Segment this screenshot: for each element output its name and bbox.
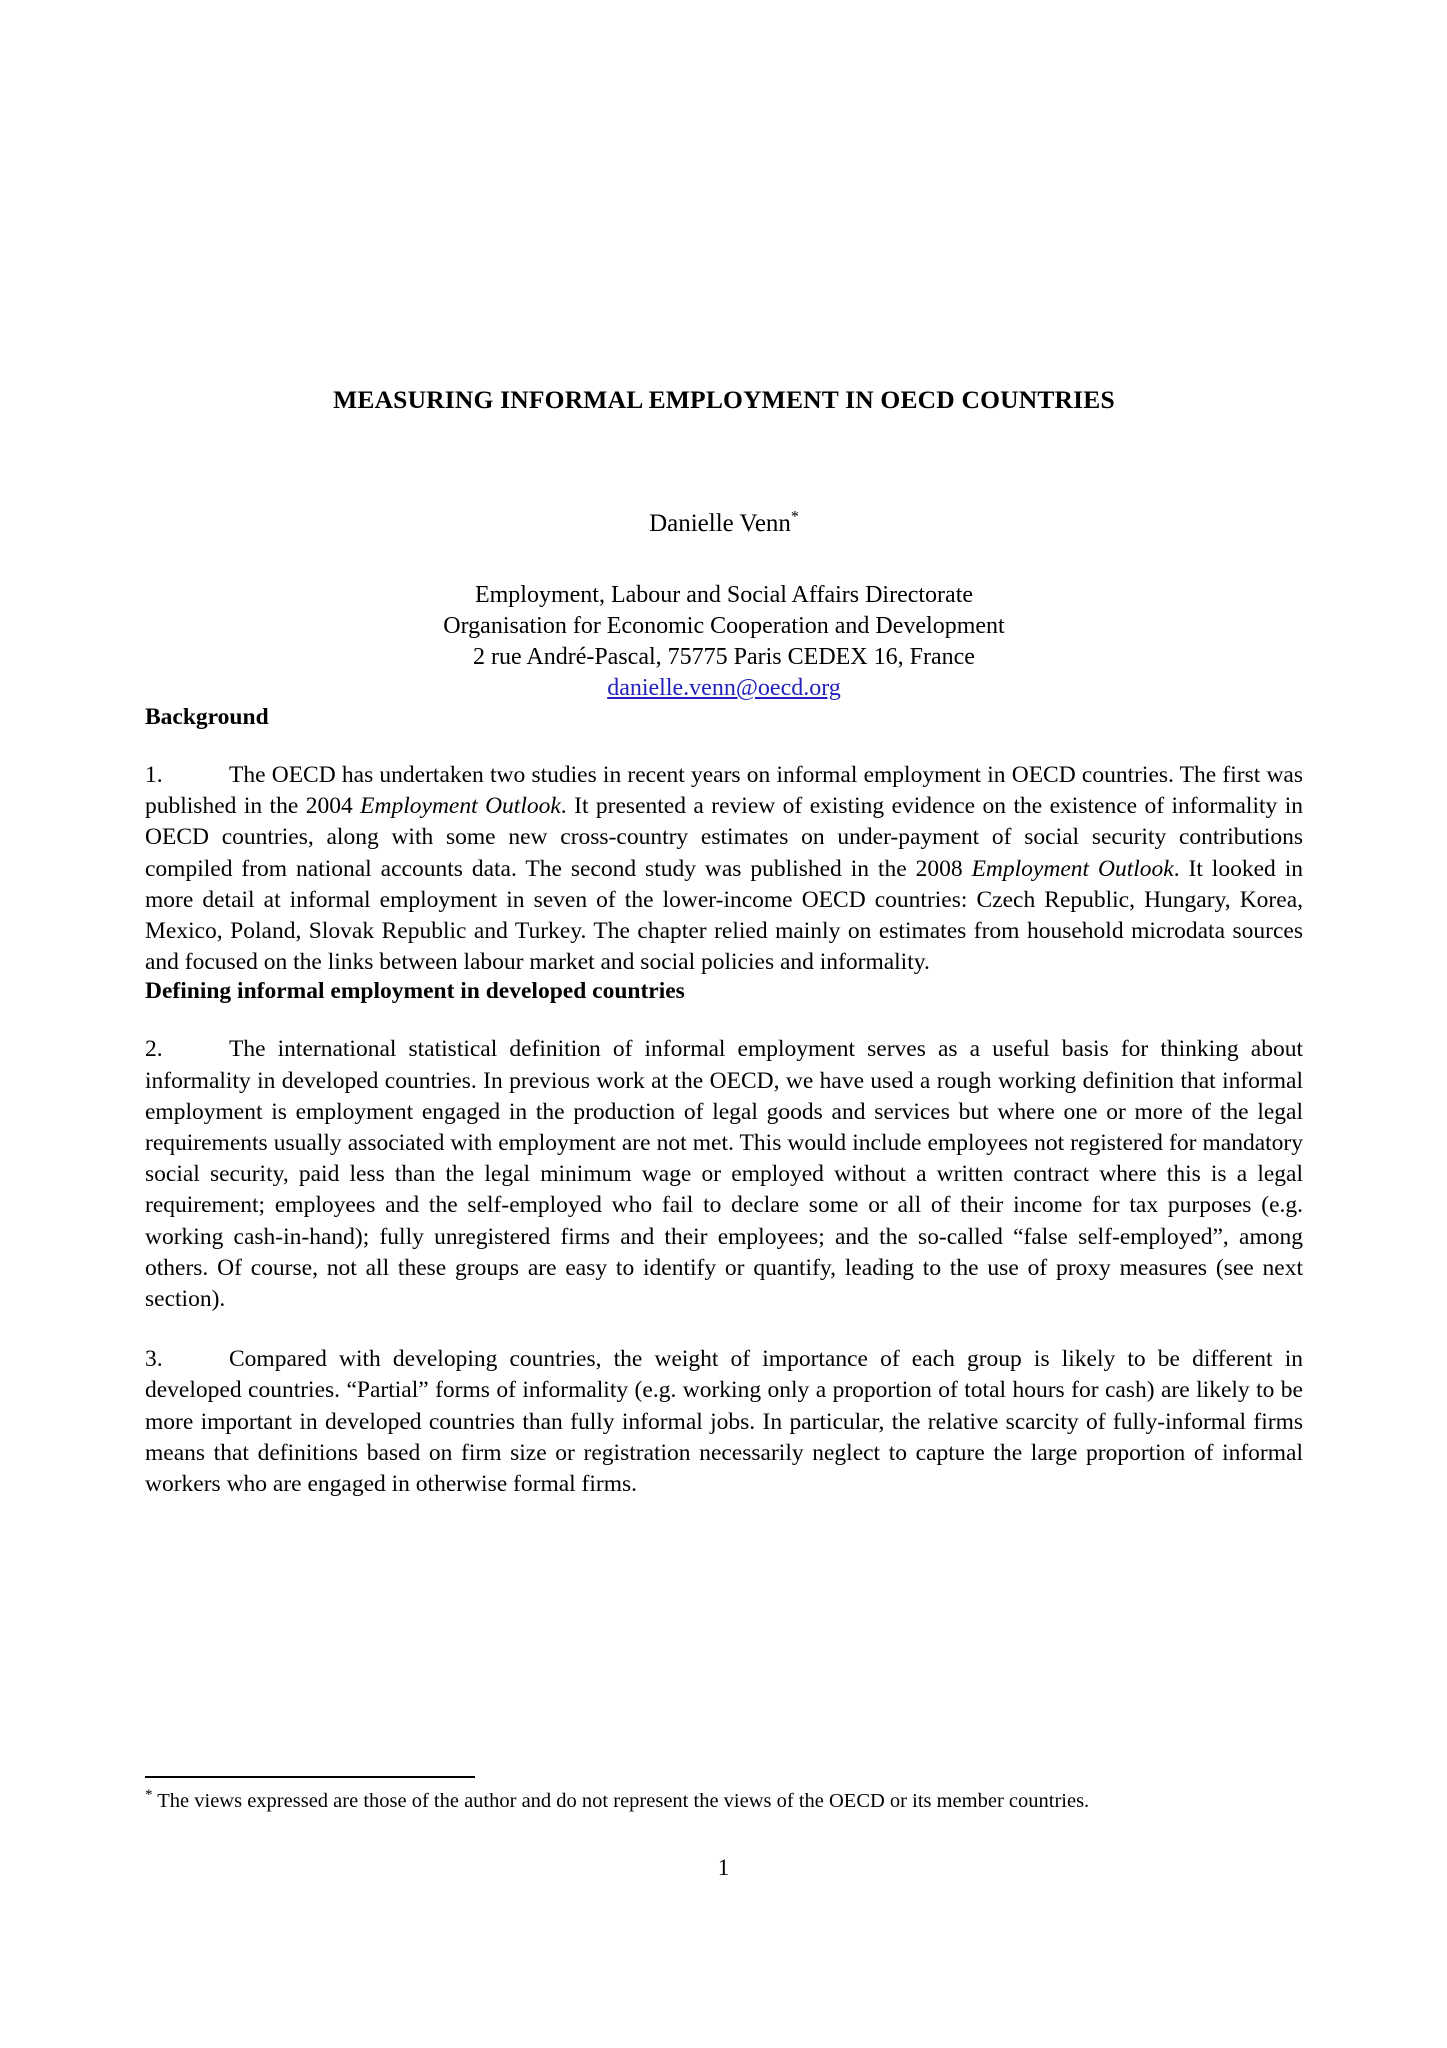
- text-run: The OECD has undertaken two studies in recent years on informal employment in OECD countries. The first was published in the 2004: [145, 762, 1303, 820]
- section-heading-defining: Defining informal employment in developed countries: [145, 978, 685, 1005]
- affiliation-line-1: Employment, Labour and Social Affairs Directorate: [474, 582, 974, 608]
- italic-title: Employment Outlook: [971, 855, 1174, 882]
- author-footnote-marker: *: [790, 508, 799, 526]
- author-email-line: [145, 673, 1303, 704]
- paragraph-2-body: [145, 1036, 1303, 1312]
- paragraph-3: [145, 1344, 1303, 1500]
- author-name: [649, 508, 799, 537]
- text-run: The international statistical definition of informal employment serves as a useful basis for thinking about informality in developed countries. In previous work at the OECD, we have used a rough working definition that informal employment is employment engaged in the production of legal goods and services but where one or more of the legal requirements usually associated with employment are not met. This would include employees not registered for mandatory social security, paid less than the legal minimum wage or employed without a written contract where this is a legal requirement; employees and the self-employed who fail to declare some or all of their income for tax purposes (e.g. working cash-in-hand); fully unregistered firms and their employees; and the so-called “false self-employed”, among others. Of course, not all these groups are easy to identify or quantify, leading to the use of proxy measures (see next section).: [145, 1036, 1303, 1313]
- affiliation-block: [145, 580, 1303, 704]
- page-number: 1: [717, 1855, 730, 1880]
- page-content: [145, 0, 1303, 1500]
- page-title: MEASURING INFORMAL EMPLOYMENT IN OECD COUNTRIES: [333, 385, 1115, 414]
- footnote-marker: *: [145, 1787, 153, 1804]
- paragraph-1: [145, 760, 1303, 978]
- paragraph-2: [145, 1034, 1303, 1315]
- affiliation-line-3: 2 rue André-Pascal, 75775 Paris CEDEX 16, France: [473, 644, 975, 670]
- paragraph-1-body: [145, 762, 1303, 975]
- author-name-text: Danielle Venn: [649, 510, 791, 537]
- paragraph-1-number: 1.: [145, 762, 163, 788]
- paragraph-3-number: 3.: [145, 1346, 163, 1373]
- author-email-link[interactable]: danielle.venn@oecd.org: [607, 675, 841, 701]
- paragraph-2-number: 2.: [145, 1036, 163, 1063]
- affiliation-line-2: Organisation for Economic Cooperation and Development: [443, 613, 1005, 639]
- author-block: [145, 508, 1303, 537]
- text-run: . It presented a review of existing evidence on the existence of informality in OECD countries, along with some new cross-country estimates on under-payment of social security contributions compiled from national accounts data. The second study was published in the 2008: [145, 793, 1303, 882]
- italic-title: Employment Outlook: [360, 793, 561, 820]
- section-heading-background: Background: [145, 704, 269, 730]
- footnote-text: The views expressed are those of the author and do not represent the views of the OECD or its member countries.: [157, 1790, 1090, 1812]
- text-run: Compared with developing countries, the weight of importance of each group is likely to be different in developed countries. “Partial” forms of informality (e.g. working only a proportion of total hours for cash) are likely to be more important in developed countries than fully informal jobs. In particular, the relative scarcity of fully-informal firms means that definitions based on firm size or registration necessarily neglect to capture the large proportion of informal workers who are engaged in otherwise formal firms.: [145, 1346, 1303, 1498]
- paragraph-3-body: [145, 1346, 1303, 1497]
- footnote: [145, 1788, 1303, 1815]
- text-run: . It looked in more detail at informal employment in seven of the lower-income OECD countries: Czech Republic, Hungary, Korea, Mexico, Poland, Slovak Republic and Turkey. The chapter relied mainly on estimates from household microdata sources and focused on the links between labour market and social policies and informality.: [145, 855, 1303, 976]
- footnote-separator-rule: [145, 1776, 475, 1778]
